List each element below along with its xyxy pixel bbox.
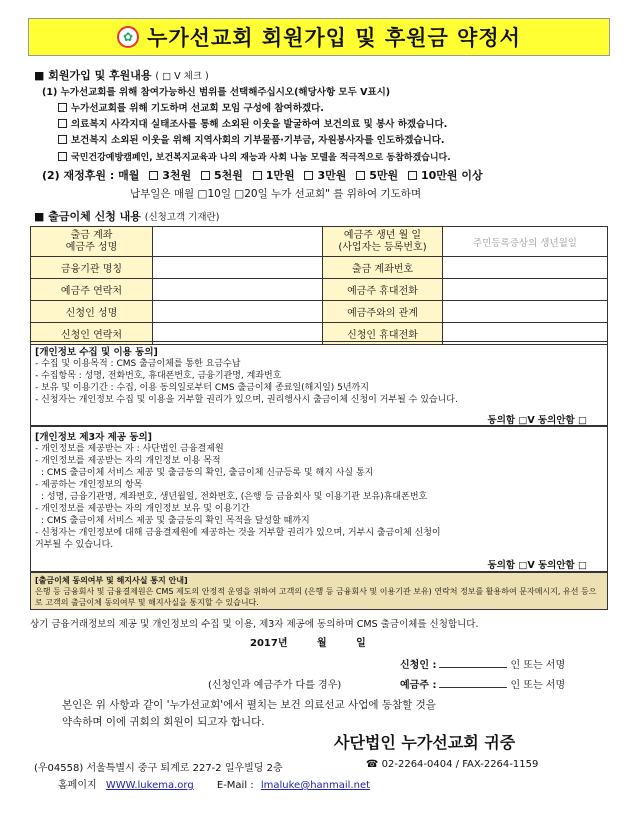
phone: ☎ 02-2264-0404 / FAX-2264-1159 <box>366 759 539 770</box>
amount-50k: 5만원 <box>369 169 399 182</box>
section1-heading-text: 회원가입 및 후원내용 <box>48 69 152 82</box>
homepage-link[interactable]: WWW.lukema.org <box>105 780 194 791</box>
input-account-number[interactable] <box>443 257 608 279</box>
amount-3k: 3천원 <box>162 169 192 182</box>
label-birthdate <box>323 227 443 257</box>
checkbox-icon[interactable] <box>304 171 313 180</box>
section2-note: (신청고객 기재란) <box>144 212 220 223</box>
label-account-number: 출금 계좌번호 <box>323 257 443 279</box>
option-4-text: 국민건강예방캠페인, 보건복지교육과 나의 재능과 사회 나눔 모델을 적극적으로 동참하겠습니다. <box>71 153 451 163</box>
amount-100k: 10만원 이상 <box>420 169 483 182</box>
signer-suffix: 인 또는 서명 <box>510 660 566 671</box>
date-year: 2017년 <box>250 638 288 649</box>
option-3[interactable] <box>58 132 445 146</box>
privacy2-item: : CMS 출금이체 서비스 제공 및 출금동의 확인 목적을 달성할 때까지 <box>41 516 310 526</box>
logo-icon: ✿ <box>117 26 139 48</box>
input-relationship[interactable] <box>443 301 608 323</box>
privacy2-item: - 신청자는 개인정보에 대해 금융결제원에 제공하는 것을 거부할 권리가 있으며, 거부시 출금이체 신청이 <box>35 528 441 538</box>
amount-10k: 1만원 <box>265 169 295 182</box>
holder-input[interactable] <box>439 687 507 688</box>
privacy2-item: 거부될 수 있습니다. <box>35 540 114 550</box>
label-account-holder <box>31 227 153 257</box>
item1-label: (1) 누가선교회를 위해 참여가능하신 범위를 선택해주십시오(해당사항 모두 V표시) <box>42 87 391 98</box>
label-applicant-mobile: 신청인 휴대전화 <box>323 323 443 345</box>
holder-note: (신청인과 예금주가 다를 경우) <box>208 680 342 691</box>
date-line <box>250 634 366 649</box>
amount-5k: 5천원 <box>213 169 243 182</box>
address: (우04558) 서울특별시 중구 퇴계로 227-2 일우빌딩 2층 <box>34 763 283 774</box>
option-1-text: 누가선교회를 위해 기도하며 선교회 모임 구성에 참여하겠다. <box>71 103 324 114</box>
label-applicant-contact: 신청인 연락처 <box>31 323 153 345</box>
privacy1-item: - 보유 및 이용기간 : 수집, 이용 동의일로부터 CMS 출금이체 종료일(해지일) 5년까지 <box>35 383 369 393</box>
checkbox-icon[interactable] <box>58 152 67 161</box>
privacy-consent-box <box>30 341 608 426</box>
homepage-label: 홈페이지 <box>58 780 97 791</box>
privacy1-item: - 수집 및 이용목적 : CMS 출금이체를 통한 요금수납 <box>35 359 241 369</box>
checkbox-icon[interactable] <box>58 135 67 144</box>
privacy2-agree[interactable]: 동의함 □V 동의안함 □ <box>487 560 587 571</box>
label-holder-mobile: 예금주 휴대전화 <box>323 279 443 301</box>
privacy2-item: - 개인정보를 제공받는 자 : 사단법인 금융결제원 <box>35 444 224 454</box>
amount-row <box>42 167 483 183</box>
pledge-line-1: 본인은 위 사항과 같이 '누가선교회'에서 펼치는 보건 의료선교 사업에 동참할 것을 <box>62 699 436 711</box>
date-month: 월 <box>316 638 327 649</box>
label-relationship: 예금주와의 관계 <box>323 301 443 323</box>
privacy2-item: : 성명, 금융기관명, 계좌번호, 생년월일, 전화번호, (은행 등 금융회사 및 이용기관 보유)휴대폰번호 <box>41 492 428 502</box>
input-account-holder[interactable] <box>153 227 323 257</box>
label-text: 출금 계좌 예금주 성명 <box>65 229 118 253</box>
holder-suffix: 인 또는 서명 <box>510 680 566 691</box>
privacy1-item: - 수집항목 : 성명, 전화번호, 휴대폰번호, 금융기관명, 계좌번호 <box>35 371 282 381</box>
table-row <box>31 227 608 257</box>
input-bank-name[interactable] <box>153 257 323 279</box>
privacy1-heading: [개인정보 수집 및 이용 동의] <box>35 347 158 358</box>
notice-box <box>30 572 608 610</box>
section2-heading: ■ 출금이체 신청 내용 (신청고객 기재란) <box>34 210 220 223</box>
privacy2-item: - 개인정보를 제공받는 자의 개인정보 보유 및 이용기간 <box>35 504 250 514</box>
input-applicant-name[interactable] <box>153 301 323 323</box>
label-bank-name: 금융기관 명칭 <box>31 257 153 279</box>
privacy2-item: - 개인정보를 제공받는 자의 개인정보 이용 목적 <box>35 456 221 466</box>
checkbox-icon[interactable] <box>58 119 67 128</box>
option-3-text: 보건복지 소외된 이웃을 위해 지역사회의 기부물품·기부금, 자원봉사자를 인도하겠습니다. <box>71 135 445 146</box>
checkbox-icon[interactable] <box>408 171 417 180</box>
payment-line: 납부일은 매월 □10일 □20일 누가 선교회" 를 위하여 기도하며 <box>130 188 422 200</box>
declaration: 상기 금융거래정보의 제공 및 개인정보의 수집 및 이용, 제3자 제공에 동의하며 CMS 출금이체를 신청합니다. <box>30 619 479 630</box>
table-row <box>31 279 608 301</box>
section1-note: ( □ V 체크 ) <box>155 71 209 82</box>
label-holder-contact: 예금주 연락처 <box>31 279 153 301</box>
notice-heading: [출금이체 동의여부 및 해지사실 통지 안내] <box>35 576 188 585</box>
section1-heading: ■ 회원가입 및 후원내용 ( □ V 체크 ) <box>34 69 209 82</box>
option-2[interactable] <box>58 116 447 130</box>
privacy1-agree[interactable]: 동의함 □V 동의안함 □ <box>487 415 587 426</box>
item2-label: (2) 재정후원 : 매월 <box>42 169 140 182</box>
option-1[interactable] <box>58 100 324 114</box>
privacy1-item: - 신청자는 개인정보 수집 및 이용을 거부할 권리가 있으며, 권리행사시 출금이체 신청이 거부될 수 있습니다. <box>35 395 458 405</box>
page-title: 누가선교회 회원가입 및 후원금 약정서 <box>147 26 521 50</box>
pledge-line-2: 약속하며 이에 귀회의 회원이 되고자 합니다. <box>62 716 265 728</box>
signer-line <box>400 656 565 671</box>
third-party-consent-box <box>30 426 608 572</box>
input-birthdate[interactable]: 주민등록증상의 생년월일 <box>443 227 608 257</box>
label-text: 예금주 생년 월 일 (사업자는 등록번호) <box>338 229 427 253</box>
section2-heading-text: 출금이체 신청 내용 <box>48 210 141 223</box>
signer-label: 신청인 : <box>400 660 437 671</box>
checkbox-icon[interactable] <box>201 171 210 180</box>
signer-input[interactable] <box>439 667 507 668</box>
holder-line <box>400 676 565 691</box>
checkbox-icon[interactable] <box>253 171 262 180</box>
privacy2-item: - 제공하는 개인정보의 항목 <box>35 480 143 490</box>
amount-30k: 3만원 <box>317 169 347 182</box>
email-link[interactable]: lmaluke@hanmail.net <box>260 780 371 791</box>
table-row <box>31 257 608 279</box>
checkbox-icon[interactable] <box>149 171 158 180</box>
org-signature: 사단법인 누가선교회 귀중 <box>334 733 516 752</box>
checkbox-icon[interactable] <box>356 171 365 180</box>
input-holder-contact[interactable] <box>153 279 323 301</box>
contact-line <box>58 776 370 791</box>
privacy2-heading: [개인정보 제3자 제공 동의] <box>35 432 152 443</box>
email-label: E-Mail : <box>216 780 254 791</box>
input-holder-mobile[interactable] <box>443 279 608 301</box>
notice-body: 은행 등 금융회사 및 금융결제원은 CMS 제도의 안정적 운영을 위하여 고객의 (은행 등 금융회사 및 이용기관 보유) 연락처 정보를 활용하여 문자메시지, 유선 등으로 고객의 출금이체 동의여부 및 해지사실을 통지할 수 있습니다. <box>35 587 597 607</box>
label-applicant-name: 신청인 성명 <box>31 301 153 323</box>
table-row <box>31 301 608 323</box>
holder-label: 예금주 : <box>400 680 437 691</box>
date-day: 일 <box>356 638 366 649</box>
option-4[interactable] <box>58 150 451 163</box>
title-bar <box>28 18 610 56</box>
transfer-form-table <box>30 226 608 345</box>
option-2-text: 의료복지 사각지대 실태조사를 통해 소외된 이웃을 발굴하여 보건의료 및 봉사 하겠습니다. <box>71 119 448 130</box>
checkbox-icon[interactable] <box>58 103 67 112</box>
privacy2-item: : CMS 출금이체 서비스 제공 및 출금동의 확인, 출금이체 신규등록 및 해지 사실 통지 <box>41 468 374 478</box>
